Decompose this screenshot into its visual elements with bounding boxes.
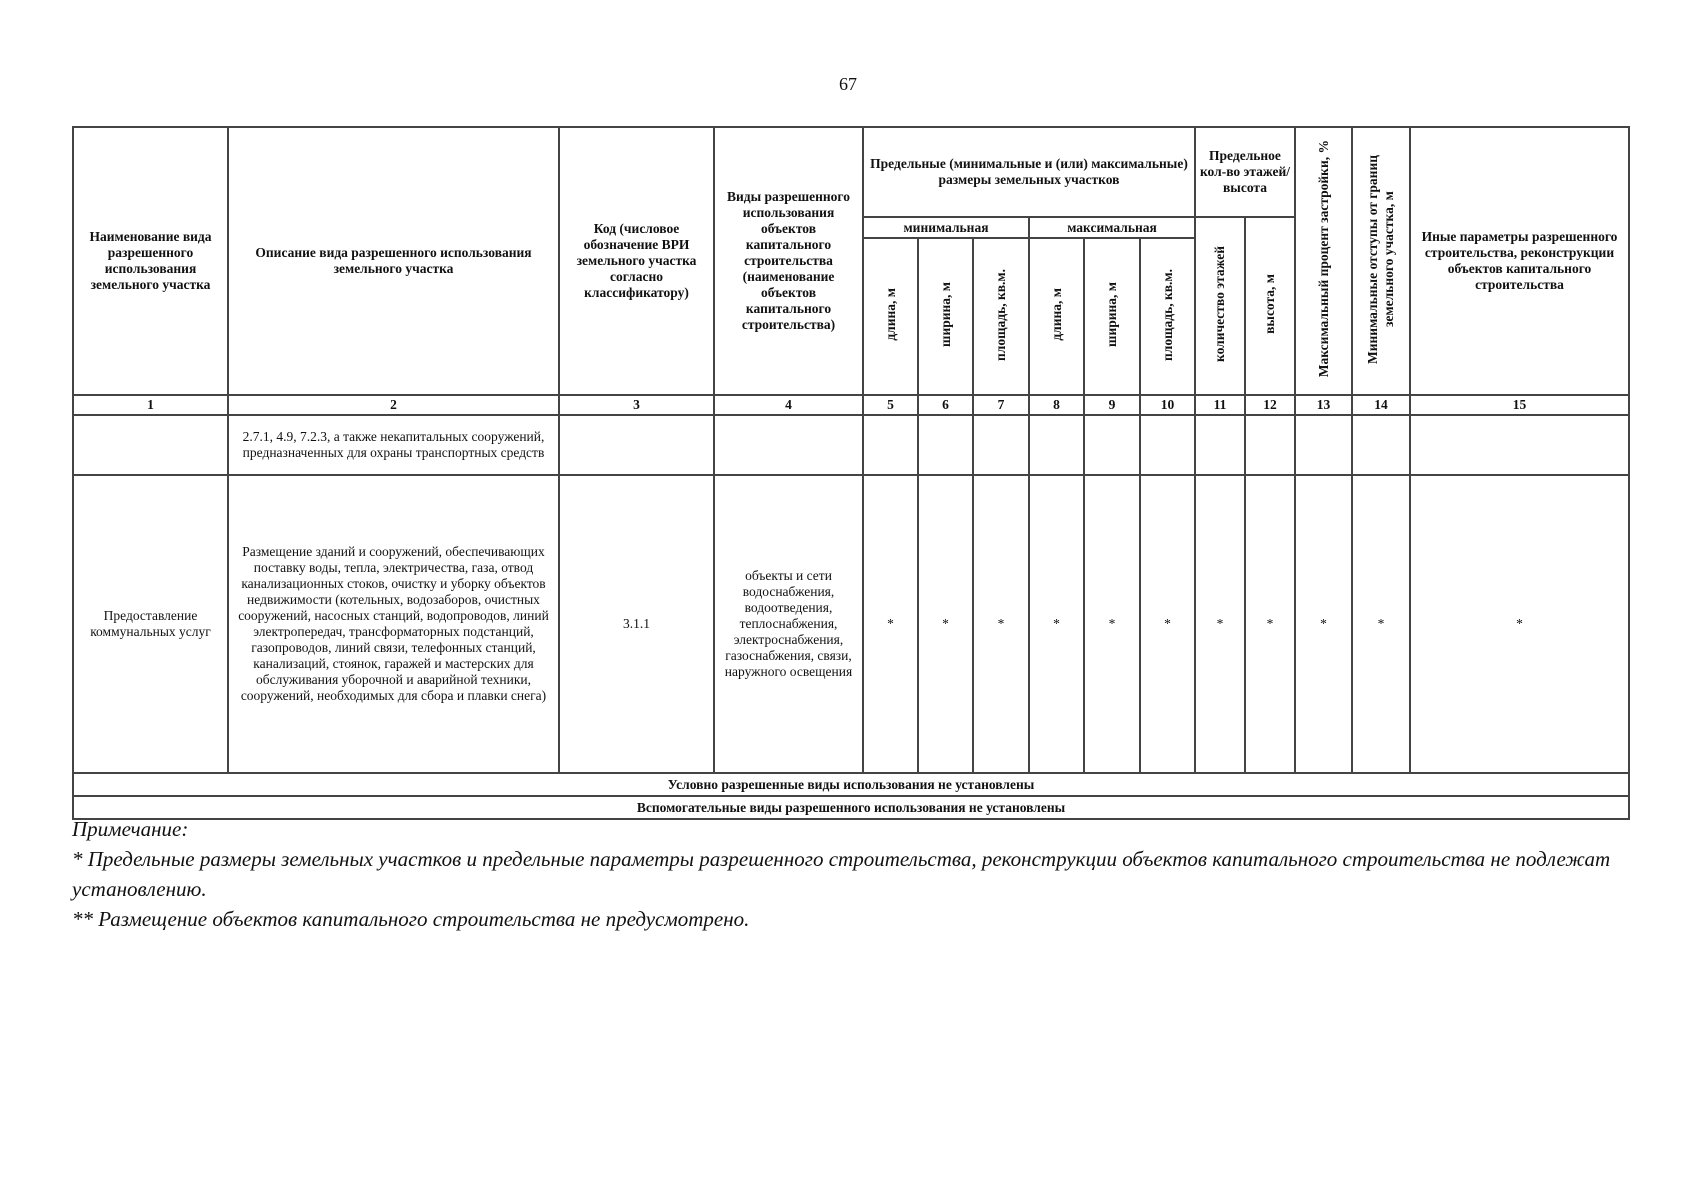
column-number: 2	[228, 395, 559, 415]
row-value	[863, 415, 918, 475]
column-number: 4	[714, 395, 863, 415]
row-value: *	[1195, 475, 1245, 773]
table-row	[73, 415, 1629, 475]
row-value: *	[863, 475, 918, 773]
header-max-area: площадь, кв.м.	[1140, 238, 1195, 395]
header-other-params: Иные параметры разрешенного строительства, реконструкции объектов капитального строительства	[1410, 127, 1629, 395]
column-number: 7	[973, 395, 1029, 415]
note-2: ** Размещение объектов капитального строительства не предусмотрено.	[72, 907, 750, 931]
column-number: 14	[1352, 395, 1410, 415]
conditional-uses-note: Условно разрешенные виды использования не установлены	[73, 773, 1629, 796]
header-max-width: ширина, м	[1084, 238, 1140, 395]
column-number: 11	[1195, 395, 1245, 415]
header-min-area: площадь, кв.м.	[973, 238, 1029, 395]
row-value: *	[973, 475, 1029, 773]
row-value: *	[1410, 475, 1629, 773]
row-value	[1245, 415, 1295, 475]
column-number: 1	[73, 395, 228, 415]
header-floors-count: количество этажей	[1195, 217, 1245, 395]
header-limits-group: Предельные (минимальные и (или) максимальные) размеры земельных участков	[863, 127, 1195, 217]
column-number-row	[73, 395, 1629, 415]
header-min-setbacks: Минимальные отступы от границ земельного участка, м	[1352, 127, 1410, 395]
row-value: *	[1029, 475, 1084, 773]
header-max-length: длина, м	[1029, 238, 1084, 395]
header-height: высота, м	[1245, 217, 1295, 395]
header-min-length: длина, м	[863, 238, 918, 395]
row-value	[1295, 415, 1352, 475]
column-number: 9	[1084, 395, 1140, 415]
column-number: 12	[1245, 395, 1295, 415]
column-number: 15	[1410, 395, 1629, 415]
table-row	[73, 475, 1629, 773]
notes-section	[72, 814, 1632, 934]
note-1: * Предельные размеры земельных участков и предельные параметры разрешенного строительства, реконструкции объектов капитального строительства не подлежат установлению.	[72, 847, 1611, 901]
row-value	[1195, 415, 1245, 475]
column-number: 8	[1029, 395, 1084, 415]
column-number: 10	[1140, 395, 1195, 415]
auxiliary-uses-note: Вспомогательные виды разрешенного использования не установлены	[73, 796, 1629, 819]
header-col-description: Описание вида разрешенного использования земельного участка	[228, 127, 559, 395]
row-objects	[714, 415, 863, 475]
column-number: 3	[559, 395, 714, 415]
column-number: 13	[1295, 395, 1352, 415]
row-value	[973, 415, 1029, 475]
header-row	[73, 127, 1629, 217]
row-name: Предоставление коммунальных услуг	[73, 475, 228, 773]
column-number: 6	[918, 395, 973, 415]
notes-title: Примечание:	[72, 817, 189, 841]
header-col-name: Наименование вида разрешенного использования земельного участка	[73, 127, 228, 395]
header-min-width: ширина, м	[918, 238, 973, 395]
conditional-uses-row	[73, 773, 1629, 796]
header-col-objects: Виды разрешенного использования объектов капитального строительства (наименование объектов капитального строительства)	[714, 127, 863, 395]
row-value: *	[1295, 475, 1352, 773]
row-value	[1352, 415, 1410, 475]
row-description: Размещение зданий и сооружений, обеспечивающих поставку воды, тепла, электричества, газа, отвод канализационных стоков, очистку и уборку объектов недвижимости (котельных, водозаборов, очистных сооружений, насосных станций, водопроводов, линий электропередач, трансформаторных подстанций, газопроводов, линий связи, телефонных станций, канализаций, стоянок, гаражей и мастерских для обслуживания уборочной и аварийной техники, сооружений, необходимых для сбора и плавки снега)	[228, 475, 559, 773]
row-value	[1140, 415, 1195, 475]
header-min-group: минимальная	[863, 217, 1029, 238]
row-value: *	[1352, 475, 1410, 773]
row-value: *	[1084, 475, 1140, 773]
page-number: 67	[839, 74, 857, 94]
row-code	[559, 415, 714, 475]
row-value: *	[918, 475, 973, 773]
header-floors-group: Предельное кол-во этажей/ высота	[1195, 127, 1295, 217]
row-value	[1029, 415, 1084, 475]
row-value: *	[1140, 475, 1195, 773]
row-objects: объекты и сети водоснабжения, водоотведения, теплоснабжения, электроснабжения, газоснабжения, связи, наружного освещения	[714, 475, 863, 773]
row-value	[1410, 415, 1629, 475]
header-max-percent: Максимальный процент застройки, %	[1295, 127, 1352, 395]
row-name	[73, 415, 228, 475]
row-value	[1084, 415, 1140, 475]
header-col-code: Код (числовое обозначение ВРИ земельного участка согласно классификатору)	[559, 127, 714, 395]
row-description: 2.7.1, 4.9, 7.2.3, а также некапитальных сооружений, предназначенных для охраны транспортных средств	[228, 415, 559, 475]
row-value: *	[1245, 475, 1295, 773]
land-use-regulations-table	[72, 126, 1630, 820]
column-number: 5	[863, 395, 918, 415]
header-max-group: максимальная	[1029, 217, 1195, 238]
row-value	[918, 415, 973, 475]
row-code: 3.1.1	[559, 475, 714, 773]
